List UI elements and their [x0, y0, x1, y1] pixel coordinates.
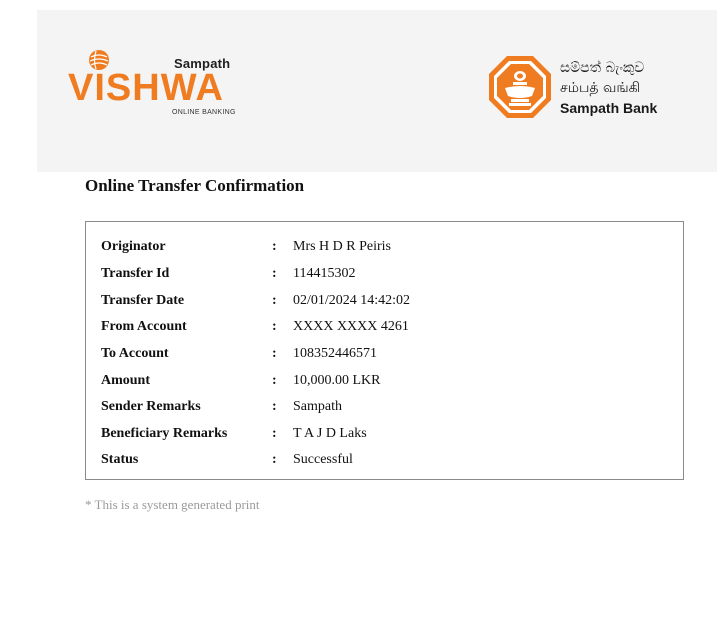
detail-value: 10,000.00 LKR	[293, 373, 381, 388]
detail-label: Sender Remarks	[101, 399, 201, 414]
vishwa-brand-top: Sampath	[174, 56, 231, 71]
detail-separator: :	[272, 373, 277, 388]
vishwa-logo	[68, 46, 243, 126]
detail-label: Amount	[101, 373, 151, 388]
detail-value: Successful	[293, 452, 353, 467]
detail-row-sender-remarks	[101, 399, 671, 421]
detail-row-beneficiary-remarks	[101, 426, 671, 448]
system-generated-note: * This is a system generated print	[85, 497, 260, 512]
vishwa-brand-word: VISHWA	[68, 67, 224, 109]
detail-separator: :	[272, 426, 277, 441]
bank-name-sinhala: සම්පත් බැංකුව	[560, 60, 645, 76]
bank-name-tamil: சம்பத் வங்கி	[560, 80, 641, 96]
detail-row-transfer-id	[101, 266, 671, 288]
sampath-bank-names	[560, 58, 657, 118]
detail-separator: :	[272, 346, 277, 361]
detail-row-originator	[101, 239, 671, 261]
detail-row-amount	[101, 373, 671, 395]
detail-row-to-account	[101, 346, 671, 368]
detail-row-transfer-date	[101, 293, 671, 315]
transfer-details-box	[85, 221, 684, 480]
page-title: Online Transfer Confirmation	[85, 176, 305, 195]
detail-value: Sampath	[293, 399, 342, 414]
detail-value: 108352446571	[293, 346, 377, 361]
bank-name-english: Sampath Bank	[560, 100, 658, 116]
detail-separator: :	[272, 319, 277, 334]
detail-row-status	[101, 452, 671, 474]
detail-label: To Account	[101, 346, 169, 361]
detail-separator: :	[272, 399, 277, 414]
detail-separator: :	[272, 452, 277, 467]
detail-separator: :	[272, 239, 277, 254]
detail-label: Originator	[101, 239, 166, 254]
detail-value: T A J D Laks	[293, 426, 367, 441]
detail-value: 02/01/2024 14:42:02	[293, 293, 411, 308]
detail-label: Transfer Date	[101, 293, 185, 308]
sampath-bank-emblem-icon	[487, 54, 553, 120]
vishwa-brand-sub: ONLINE BANKING	[172, 109, 236, 116]
detail-separator: :	[272, 266, 277, 281]
detail-row-from-account	[101, 319, 671, 341]
detail-label: Status	[101, 452, 139, 467]
detail-label: From Account	[101, 319, 187, 334]
detail-value: Mrs H D R Peiris	[293, 239, 392, 254]
detail-label: Transfer Id	[101, 266, 170, 281]
header-banner	[37, 10, 717, 172]
detail-value: 114415302	[293, 266, 356, 281]
detail-label: Beneficiary Remarks	[101, 426, 228, 441]
detail-separator: :	[272, 293, 277, 308]
detail-value: XXXX XXXX 4261	[293, 319, 409, 334]
